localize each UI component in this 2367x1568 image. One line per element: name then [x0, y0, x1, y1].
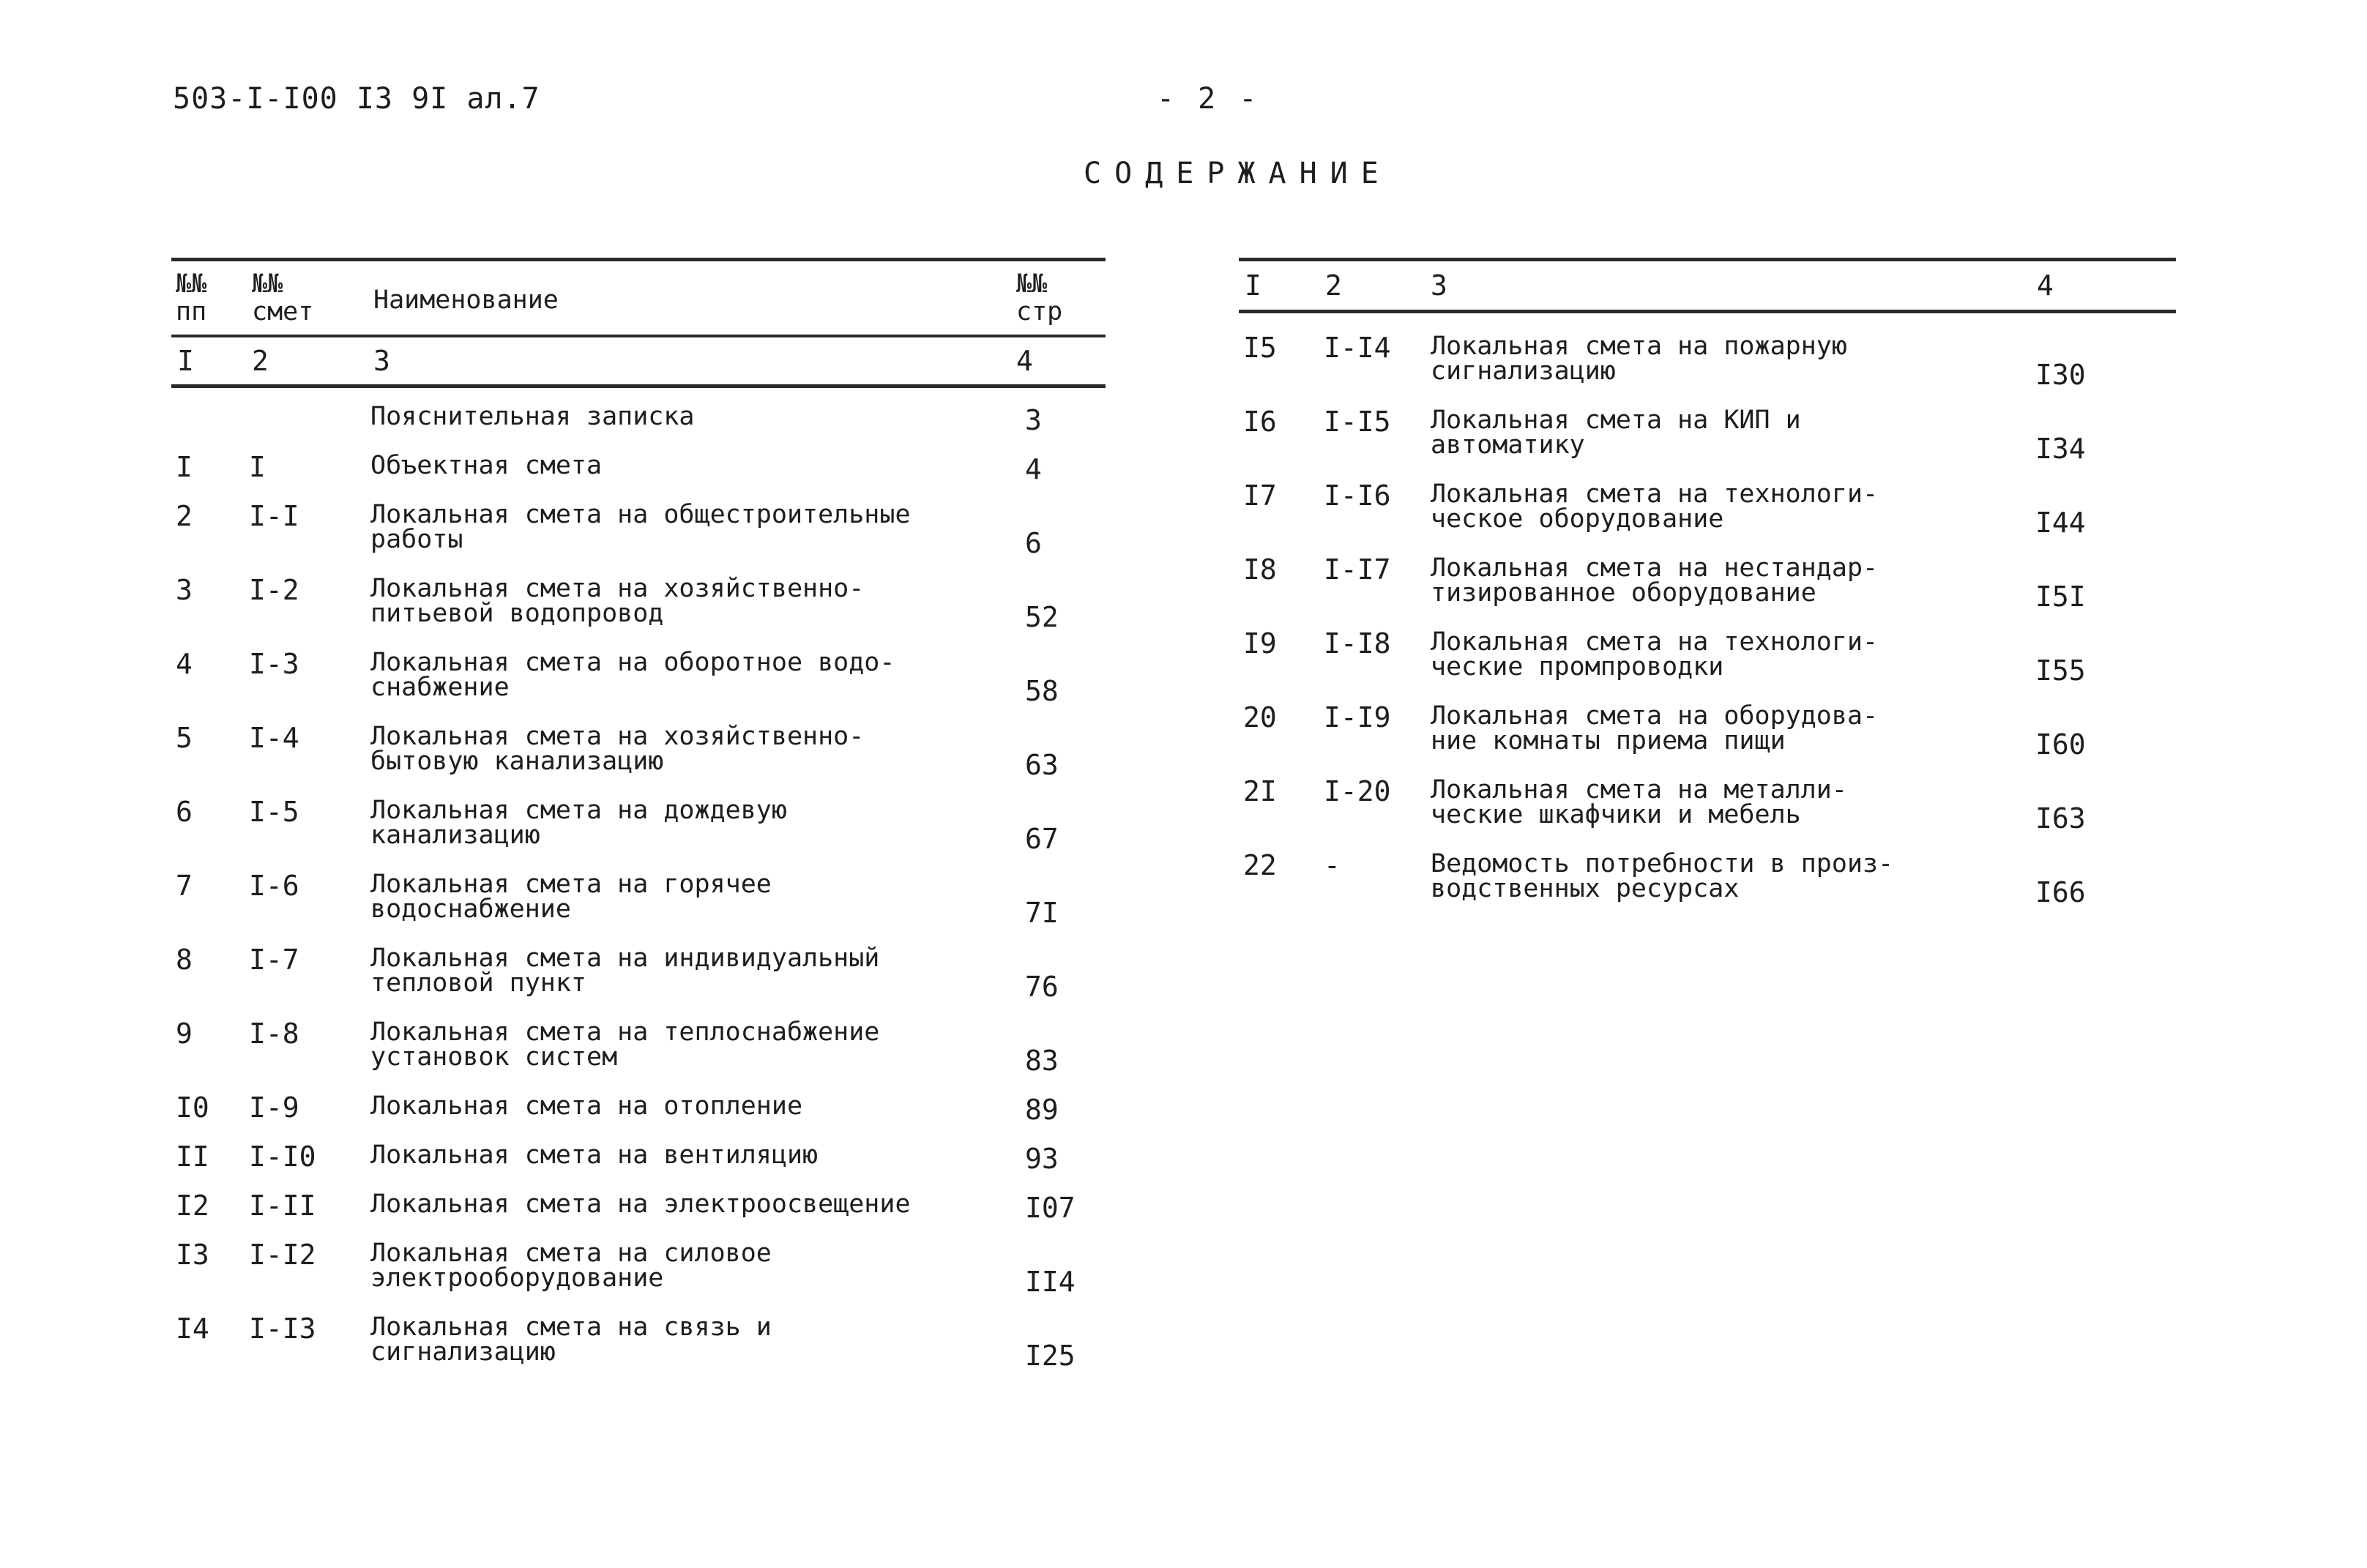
- estimate-number: I-I3: [249, 1313, 316, 1345]
- estimate-number: I-II: [249, 1190, 316, 1222]
- estimate-number: -: [1324, 849, 1341, 881]
- item-name-line: Локальная смета на дождевую: [370, 796, 787, 825]
- estimate-number: I-3: [249, 648, 299, 680]
- document-code: 503-I-I00 I3 9I ал.7: [173, 82, 540, 116]
- table-header: [171, 261, 1106, 335]
- estimate-number: I-I6: [1324, 479, 1391, 512]
- row-number: II: [176, 1140, 209, 1173]
- item-name-line: Локальная смета на нестандар-: [1431, 553, 1879, 583]
- estimate-number: I-I2: [249, 1239, 316, 1271]
- item-name-line: Локальная смета на отопление: [370, 1091, 803, 1121]
- item-name-line: водственных ресурсах: [1431, 874, 1740, 903]
- page-number-cell: I30: [2035, 359, 2086, 391]
- item-name-line: установок систем: [370, 1042, 618, 1072]
- row-number: 6: [176, 796, 193, 828]
- page-number-cell: I07: [1025, 1192, 1076, 1224]
- header-estimate-line2: смет: [252, 297, 314, 326]
- item-name: [1431, 408, 1801, 458]
- header-estimate-line1: №№: [252, 269, 283, 299]
- page-number-cell: I34: [2035, 433, 2086, 465]
- column-number: I: [177, 345, 194, 377]
- row-number: 20: [1243, 701, 1277, 733]
- item-name-line: ческие шкафчики и мебель: [1431, 800, 1801, 829]
- item-name-line: Ведомость потребности в произ-: [1431, 849, 1894, 878]
- item-name: [370, 650, 895, 700]
- item-name-line: канализацию: [370, 821, 540, 850]
- estimate-number: I-I5: [1324, 406, 1391, 438]
- item-name: [1431, 851, 1893, 901]
- item-name-line: Локальная смета на технологи-: [1431, 627, 1879, 657]
- header-page-line2: стр: [1016, 297, 1063, 326]
- item-name: [370, 1192, 911, 1217]
- item-name: [370, 946, 879, 996]
- row-number: I2: [176, 1190, 209, 1222]
- row-number: 2I: [1243, 775, 1277, 807]
- row-number: 7: [176, 870, 193, 902]
- item-name: [370, 1091, 803, 1121]
- row-number: I0: [176, 1091, 209, 1124]
- item-name-line: Локальная смета на индивидуальный: [370, 944, 880, 973]
- contents-table-right: [1239, 258, 2176, 908]
- row-number: I: [176, 451, 193, 483]
- item-name-line: автоматику: [1431, 430, 1585, 460]
- item-name: [370, 1241, 772, 1291]
- item-name-line: сигнализацию: [370, 1337, 556, 1367]
- item-name: [1431, 703, 1878, 753]
- item-name: [1431, 777, 1847, 827]
- estimate-number: I-4: [249, 722, 299, 754]
- item-name-line: работы: [370, 525, 463, 554]
- item-name-line: Локальная смета на КИП и: [1431, 406, 1801, 435]
- item-name-line: Локальная смета на хозяйственно-: [370, 574, 865, 603]
- row-number: 4: [176, 648, 193, 680]
- item-name: [1431, 553, 1879, 608]
- estimate-number: I-6: [249, 870, 299, 902]
- page-number-cell: I55: [2035, 654, 2086, 687]
- column-number: 2: [1325, 269, 1342, 302]
- item-name: [370, 798, 787, 848]
- estimate-number: I-I9: [1324, 701, 1391, 733]
- table-header-rule: [1239, 310, 2176, 313]
- item-name: [370, 724, 864, 774]
- item-name: [370, 1140, 819, 1170]
- item-name: [1431, 479, 1879, 534]
- header-num-line2: пп: [176, 297, 207, 326]
- estimate-number: I-7: [249, 944, 299, 976]
- item-name: [370, 453, 602, 478]
- item-name-line: снабжение: [370, 673, 510, 702]
- item-name-line: сигнализацию: [1431, 356, 1616, 386]
- page-number-cell: 58: [1025, 675, 1059, 707]
- item-name-line: Локальная смета на теплоснабжение: [370, 1018, 880, 1047]
- estimate-number: I: [249, 451, 266, 483]
- column-number-row: [171, 337, 1106, 384]
- column-number-row: [1239, 261, 2176, 310]
- estimate-number: I-2: [249, 574, 299, 606]
- column-number: I: [1245, 269, 1261, 302]
- item-name-line: Локальная смета на оборудова-: [1431, 701, 1879, 731]
- item-name-line: Локальная смета на электроосвещение: [370, 1190, 911, 1219]
- item-name-line: питьевой водопровод: [370, 599, 664, 628]
- item-name-line: Локальная смета на общестроительные: [370, 500, 911, 529]
- item-name-line: Локальная смета на вентиляцию: [370, 1140, 819, 1170]
- item-name-line: Локальная смета на связь и: [370, 1313, 772, 1342]
- row-number: I8: [1243, 553, 1277, 586]
- item-name-line: электрооборудование: [370, 1263, 664, 1293]
- item-name-line: Локальная смета на оборотное водо-: [370, 648, 895, 677]
- item-name: [370, 404, 695, 429]
- page-number-cell: 4: [1025, 453, 1042, 485]
- item-name: [370, 872, 772, 922]
- row-number: 8: [176, 944, 193, 976]
- page-number-cell: I66: [2035, 876, 2086, 908]
- item-name: [370, 576, 864, 626]
- column-number: 2: [252, 345, 269, 377]
- item-name-line: водоснабжение: [370, 895, 571, 924]
- row-number: I6: [1243, 406, 1277, 438]
- item-name-line: тепловой пункт: [370, 968, 587, 998]
- row-number: I4: [176, 1313, 209, 1345]
- estimate-number: I-I4: [1324, 332, 1391, 364]
- row-number: 5: [176, 722, 193, 754]
- estimate-number: I-I8: [1324, 627, 1391, 660]
- row-number: 9: [176, 1018, 193, 1050]
- item-name-line: Локальная смета на пожарную: [1431, 332, 1847, 361]
- page-number-cell: I63: [2035, 802, 2086, 835]
- page-title: СОДЕРЖАНИЕ: [1084, 157, 1392, 190]
- page-number-cell: I5I: [2035, 580, 2086, 613]
- estimate-number: I-9: [249, 1091, 299, 1124]
- item-name-line: ческое оборудование: [1431, 504, 1724, 534]
- row-number: I9: [1243, 627, 1277, 660]
- item-name-line: Объектная смета: [370, 451, 603, 480]
- estimate-number: I-I: [249, 500, 299, 532]
- item-name: [370, 502, 911, 552]
- page-number-cell: 63: [1025, 749, 1059, 781]
- page-number: - 2 -: [1157, 82, 1260, 116]
- page-number-cell: 76: [1025, 971, 1059, 1003]
- item-name-line: Локальная смета на горячее: [370, 870, 772, 899]
- estimate-number: I-20: [1324, 775, 1391, 807]
- page-number-cell: 93: [1025, 1143, 1059, 1175]
- row-number: I7: [1243, 479, 1277, 512]
- row-number: I3: [176, 1239, 209, 1271]
- row-number: 3: [176, 574, 193, 606]
- item-name-line: Локальная смета на технологи-: [1431, 479, 1879, 509]
- page-number-cell: I60: [2035, 728, 2086, 761]
- item-name-line: Локальная смета на хозяйственно-: [370, 722, 865, 751]
- item-name-line: ческие промпроводки: [1431, 652, 1724, 682]
- estimate-number: I-I0: [249, 1140, 316, 1173]
- page-number-cell: II4: [1025, 1266, 1076, 1298]
- column-number: 4: [1016, 345, 1033, 377]
- estimate-number: I-I7: [1324, 553, 1391, 586]
- column-number: 4: [2037, 269, 2054, 302]
- header-num-line1: №№: [176, 269, 207, 299]
- row-number: 22: [1243, 849, 1277, 881]
- estimate-number: I-5: [249, 796, 299, 828]
- column-number: 3: [1431, 269, 1447, 302]
- column-number: 3: [373, 345, 390, 377]
- row-number: 2: [176, 500, 193, 532]
- item-name-line: ние комнаты приема пищи: [1431, 726, 1786, 755]
- header-name: Наименование: [373, 285, 559, 315]
- header-page-line1: №№: [1016, 269, 1048, 299]
- page-number-cell: 6: [1025, 527, 1042, 559]
- page-number-cell: I44: [2035, 507, 2086, 539]
- item-name: [370, 1018, 880, 1072]
- page-number-cell: 83: [1025, 1045, 1059, 1077]
- page-number-cell: 67: [1025, 823, 1059, 855]
- page-number-cell: 52: [1025, 601, 1059, 633]
- item-name-line: Локальная смета на силовое: [370, 1239, 772, 1268]
- item-name-line: Локальная смета на металли-: [1431, 775, 1847, 804]
- contents-table-left: [171, 258, 1106, 1372]
- item-name: [1431, 334, 1847, 384]
- item-name-line: Пояснительная записка: [370, 402, 695, 431]
- item-name-line: тизированное оборудование: [1431, 578, 1816, 608]
- item-name: [370, 1313, 772, 1367]
- row-number: I5: [1243, 332, 1277, 364]
- item-name: [1431, 627, 1879, 682]
- page-number-cell: 3: [1025, 404, 1042, 436]
- item-name-line: бытовую канализацию: [370, 747, 664, 776]
- page-number-cell: 7I: [1025, 897, 1059, 929]
- page-number-cell: I25: [1025, 1340, 1076, 1372]
- table-body-rule: [171, 384, 1106, 388]
- estimate-number: I-8: [249, 1018, 299, 1050]
- page-number-cell: 89: [1025, 1094, 1059, 1126]
